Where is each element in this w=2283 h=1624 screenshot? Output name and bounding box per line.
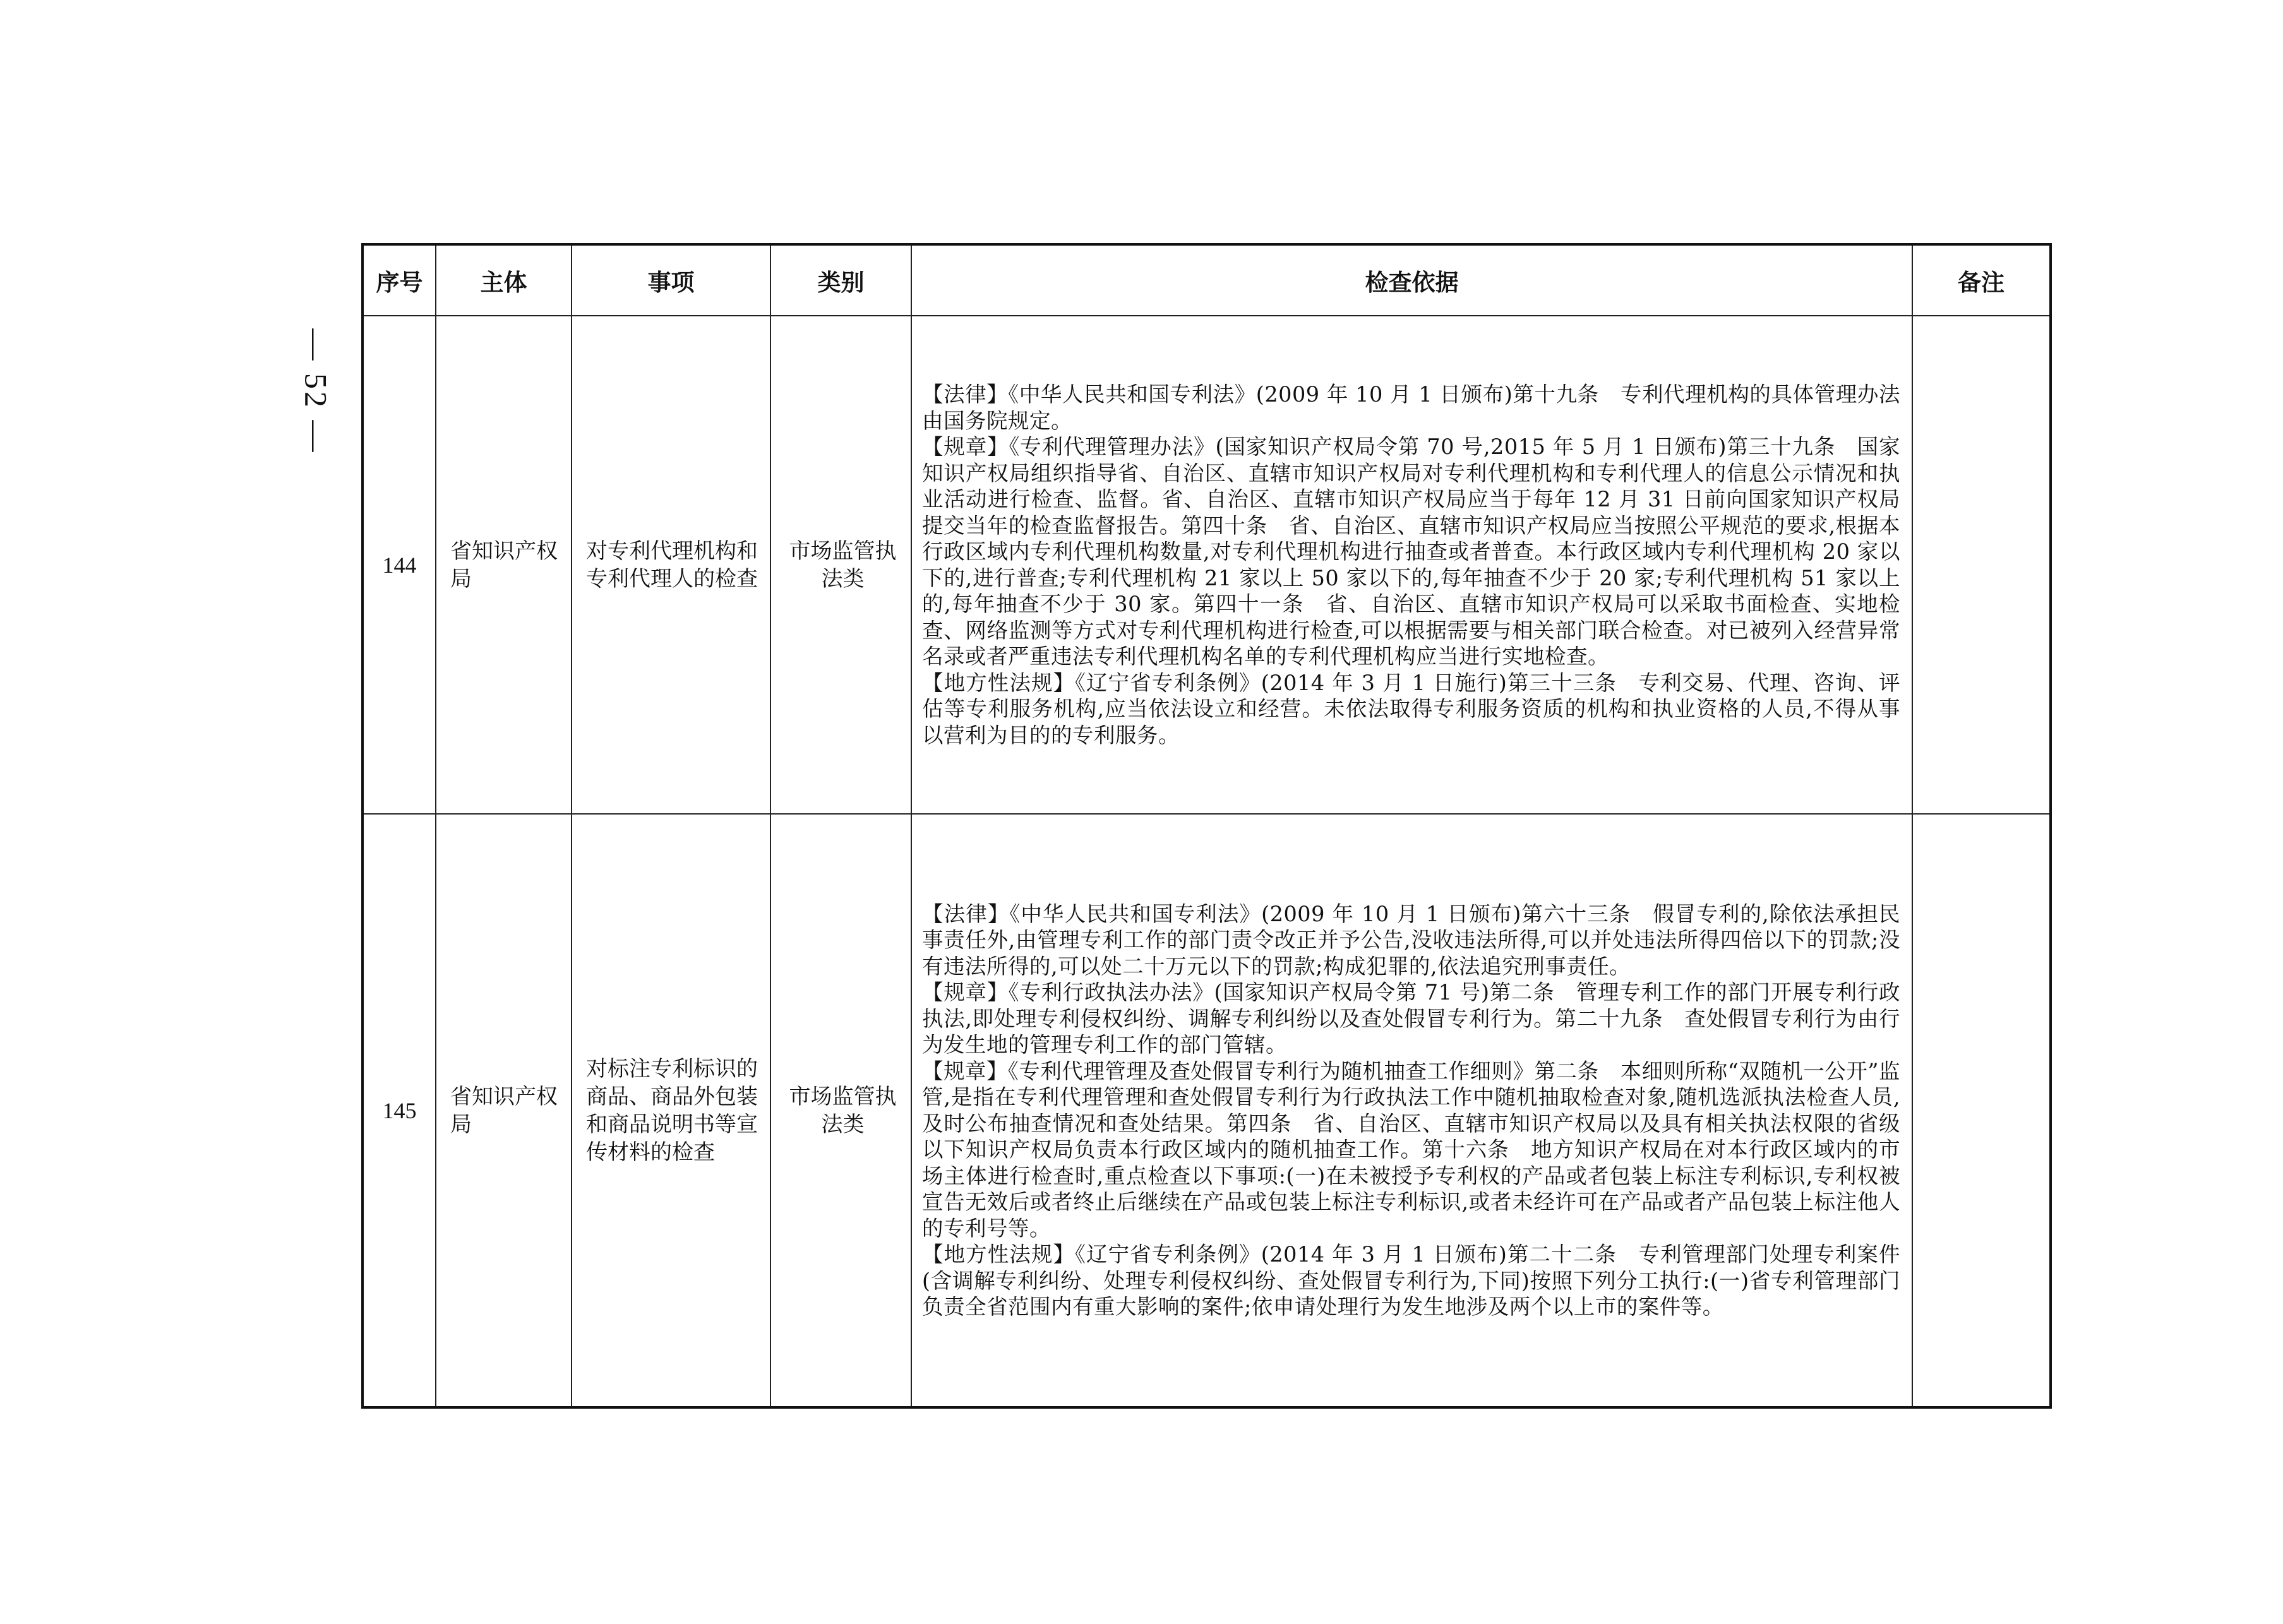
cell-category: 市场监管执法类: [770, 814, 911, 1407]
cell-subject: 省知识产权局: [436, 316, 572, 814]
header-remark: 备注: [1912, 244, 2051, 316]
table-row: [363, 814, 2051, 1407]
table-header-row: [363, 244, 2051, 316]
basis-law: 【法律】《中华人民共和国专利法》(2009 年 10 月 1 日颁布)第六十三条 假冒专利的,除依法承担民事责任外,由管理专利工作的部门责令改正并予公告,没收违法所得,可以并处违法所得四倍以下的罚款;没有违法所得的,可以处二十万元以下的罚款;构成犯罪的,依法追究刑事责任。: [922, 901, 1900, 979]
basis-law: 【法律】《中华人民共和国专利法》(2009 年 10 月 1 日颁布)第十九条 专利代理机构的具体管理办法由国务院规定。: [922, 382, 1900, 433]
page-number: [272, 328, 360, 455]
header-seq: 序号: [363, 244, 436, 316]
cell-seq: 144: [363, 316, 436, 814]
cell-category: 市场监管执法类: [770, 316, 911, 814]
cell-remark: [1912, 814, 2051, 1407]
cell-remark: [1912, 316, 2051, 814]
basis-local-regulation: 【地方性法规】《辽宁省专利条例》(2014 年 3 月 1 日颁布)第二十二条 专利管理部门处理专利案件(含调解专利纠纷、处理专利侵权纠纷、查处假冒专利行为,下同)按照下列分工执行:(一)省专利管理部门负责全省范围内有重大影响的案件;依申请处理行为发生地涉及两个以上市的案件等。: [922, 1242, 1900, 1319]
header-basis: 检查依据: [911, 244, 1912, 316]
basis-local-regulation: 【地方性法规】《辽宁省专利条例》(2014 年 3 月 1 日施行)第三十三条 专利交易、代理、咨询、评估等专利服务机构,应当依法设立和经营。未依法取得专利服务资质的机构和执业资格的人员,不得从事以营利为目的的专利服务。: [922, 670, 1900, 748]
cell-seq: 145: [363, 814, 436, 1407]
header-category: 类别: [770, 244, 911, 316]
cell-basis: [911, 316, 1912, 814]
page-number-text: — 52 —: [298, 328, 333, 455]
cell-item: 对标注专利标识的商品、商品外包装和商品说明书等宣传材料的检查: [572, 814, 770, 1407]
cell-subject: 省知识产权局: [436, 814, 572, 1407]
table-row: [363, 316, 2051, 814]
basis-regulation: 【规章】《专利行政执法办法》(国家知识产权局令第 71 号)第二条 管理专利工作的部门开展专利行政执法,即处理专利侵权纠纷、调解专利纠纷以及查处假冒专利行为。第二十九条 查处假冒专利行为由行为发生地的管理专利工作的部门管辖。: [922, 980, 1900, 1057]
header-subject: 主体: [436, 244, 572, 316]
cell-item: 对专利代理机构和专利代理人的检查: [572, 316, 770, 814]
cell-basis: [911, 814, 1912, 1407]
header-item: 事项: [572, 244, 770, 316]
basis-regulation: 【规章】《专利代理管理及查处假冒专利行为随机抽查工作细则》第二条 本细则所称“双随机一公开”监管,是指在专利代理管理和查处假冒专利行为行政执法工作中随机抽取检查对象,随机选派执法检查人员,及时公布抽查情况和查处结果。第四条 省、自治区、直辖市知识产权局以及具有相关执法权限的省级以下知识产权局负责本行政区域内的随机抽查工作。第十六条 地方知识产权局在对本行政区域内的市场主体进行检查时,重点检查以下事项:(一)在未被授予专利权的产品或者包装上标注专利标识,专利权被宣告无效后或者终止后继续在产品或包装上标注专利标识,或者未经许可在产品或者产品包装上标注他人的专利号等。: [922, 1058, 1900, 1241]
basis-regulation: 【规章】《专利代理管理办法》(国家知识产权局令第 70 号,2015 年 5 月 1 日颁布)第三十九条 国家知识产权局组织指导省、自治区、直辖市知识产权局对专利代理机构和专利代理人的信息公示情况和执业活动进行检查、监督。省、自治区、直辖市知识产权局应当于每年 12 月 31 日前向国家知识产权局提交当年的检查监督报告。第四十条 省、自治区、直辖市知识产权局应当按照公平规范的要求,根据本行政区域内专利代理机构数量,对专利代理机构进行抽查或者普查。本行政区域内专利代理机构 20 家以下的,进行普查;专利代理机构 21 家以上 50 家以下的,每年抽查不少于 20 家;专利代理机构 51 家以上的,每年抽查不少于 30 家。第四十一条 省、自治区、直辖市知识产权局可以采取书面检查、实地检查、网络监测等方式对专利代理机构进行检查,可以根据需要与相关部门联合检查。对已被列入经营异常名录或者严重违法专利代理机构名单的专利代理机构应当进行实地检查。: [922, 434, 1900, 669]
inspection-table: [361, 243, 2052, 1409]
